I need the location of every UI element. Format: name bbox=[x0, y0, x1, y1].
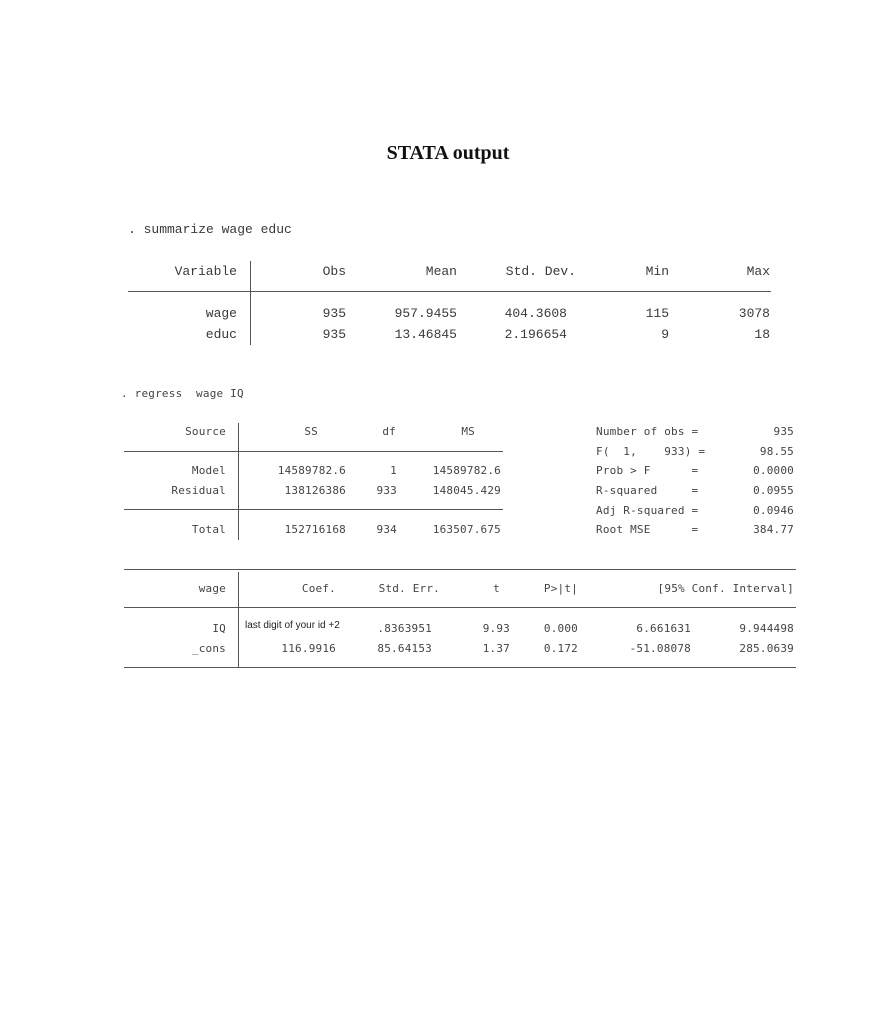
stat-label: F( 1, 933) = bbox=[596, 445, 706, 458]
coef-p: 0.172 bbox=[543, 642, 578, 655]
stat-label: R-squared = bbox=[596, 484, 699, 497]
cell-obs: 935 bbox=[322, 327, 346, 342]
stat-value: 98.55 bbox=[759, 445, 794, 458]
stat-label: Root MSE = bbox=[596, 523, 699, 536]
summarize-header-rule bbox=[128, 291, 771, 292]
coef-header-ci: [95% Conf. Interval] bbox=[657, 582, 794, 595]
anova-header-source: Source bbox=[185, 425, 226, 438]
anova-header-ss: SS bbox=[304, 425, 318, 438]
coef-header-t: t bbox=[493, 582, 500, 595]
coef-stderr: 85.64153 bbox=[377, 642, 432, 655]
cell-max: 18 bbox=[754, 327, 770, 342]
col-header-obs: Obs bbox=[322, 264, 346, 279]
coef-ci-high: 285.0639 bbox=[739, 642, 794, 655]
stat-label: Prob > F = bbox=[596, 464, 699, 477]
anova-total-rule bbox=[124, 509, 503, 510]
col-header-stddev: Std. Dev. bbox=[505, 264, 576, 279]
anova-ms: 148045.429 bbox=[432, 484, 501, 497]
coef-header-rule bbox=[124, 607, 796, 608]
cell-stddev: 2.196654 bbox=[504, 327, 567, 342]
anova-source: Model bbox=[191, 464, 226, 477]
col-header-mean: Mean bbox=[425, 264, 457, 279]
stat-label: Adj R-squared = bbox=[596, 504, 699, 517]
coef-ci-low: 6.661631 bbox=[636, 622, 691, 635]
coef-header-stderr: Std. Err. bbox=[378, 582, 440, 595]
anova-header-df: df bbox=[382, 425, 396, 438]
coef-p: 0.000 bbox=[543, 622, 578, 635]
anova-df: 934 bbox=[376, 523, 397, 536]
col-header-max: Max bbox=[746, 264, 770, 279]
page-title: STATA output bbox=[386, 142, 510, 164]
stat-label: Number of obs = bbox=[596, 425, 699, 438]
anova-header-ms: MS bbox=[461, 425, 475, 438]
stat-value: 384.77 bbox=[753, 523, 794, 536]
cell-min: 9 bbox=[661, 327, 669, 342]
regress-command: . regress wage IQ bbox=[121, 387, 244, 400]
coef-stderr: .8363951 bbox=[377, 622, 432, 635]
coef-header-depvar: wage bbox=[198, 582, 226, 595]
anova-ss: 14589782.6 bbox=[277, 464, 346, 477]
anova-source: Total bbox=[191, 523, 226, 536]
stat-value: 0.0946 bbox=[753, 504, 794, 517]
coef-value: 116.9916 bbox=[281, 642, 336, 655]
coef-t: 1.37 bbox=[482, 642, 510, 655]
coef-t: 9.93 bbox=[482, 622, 510, 635]
cell-stddev: 404.3608 bbox=[504, 306, 567, 321]
summarize-command: . summarize wage educ bbox=[128, 222, 292, 237]
cell-mean: 13.46845 bbox=[394, 327, 457, 342]
coef-var: _cons bbox=[191, 642, 226, 655]
anova-df: 933 bbox=[376, 484, 397, 497]
anova-ms: 163507.675 bbox=[432, 523, 501, 536]
anova-ss: 138126386 bbox=[284, 484, 346, 497]
coef-header-p: P>|t| bbox=[543, 582, 578, 595]
col-header-min: Min bbox=[645, 264, 669, 279]
coef-divider bbox=[238, 572, 239, 667]
coef-ci-low: -51.08078 bbox=[629, 642, 691, 655]
coef-header-coef: Coef. bbox=[301, 582, 336, 595]
coef-bottom-rule bbox=[124, 667, 796, 668]
cell-mean: 957.9455 bbox=[394, 306, 457, 321]
coef-value-handwritten: last digit of your id +2 bbox=[245, 620, 340, 631]
cell-min: 115 bbox=[645, 306, 669, 321]
coef-var: IQ bbox=[212, 622, 226, 635]
cell-max: 3078 bbox=[738, 306, 770, 321]
cell-obs: 935 bbox=[322, 306, 346, 321]
cell-variable: wage bbox=[205, 306, 237, 321]
anova-df: 1 bbox=[390, 464, 397, 477]
summarize-divider bbox=[250, 261, 251, 345]
anova-ms: 14589782.6 bbox=[432, 464, 501, 477]
cell-variable: educ bbox=[205, 327, 237, 342]
stat-value: 935 bbox=[773, 425, 794, 438]
stat-value: 0.0000 bbox=[753, 464, 794, 477]
anova-divider bbox=[238, 423, 239, 540]
coef-top-rule bbox=[124, 569, 796, 570]
anova-ss: 152716168 bbox=[284, 523, 346, 536]
stat-value: 0.0955 bbox=[753, 484, 794, 497]
anova-header-rule bbox=[124, 451, 503, 452]
anova-source: Residual bbox=[171, 484, 226, 497]
coef-ci-high: 9.944498 bbox=[739, 622, 794, 635]
col-header-variable: Variable bbox=[174, 264, 237, 279]
